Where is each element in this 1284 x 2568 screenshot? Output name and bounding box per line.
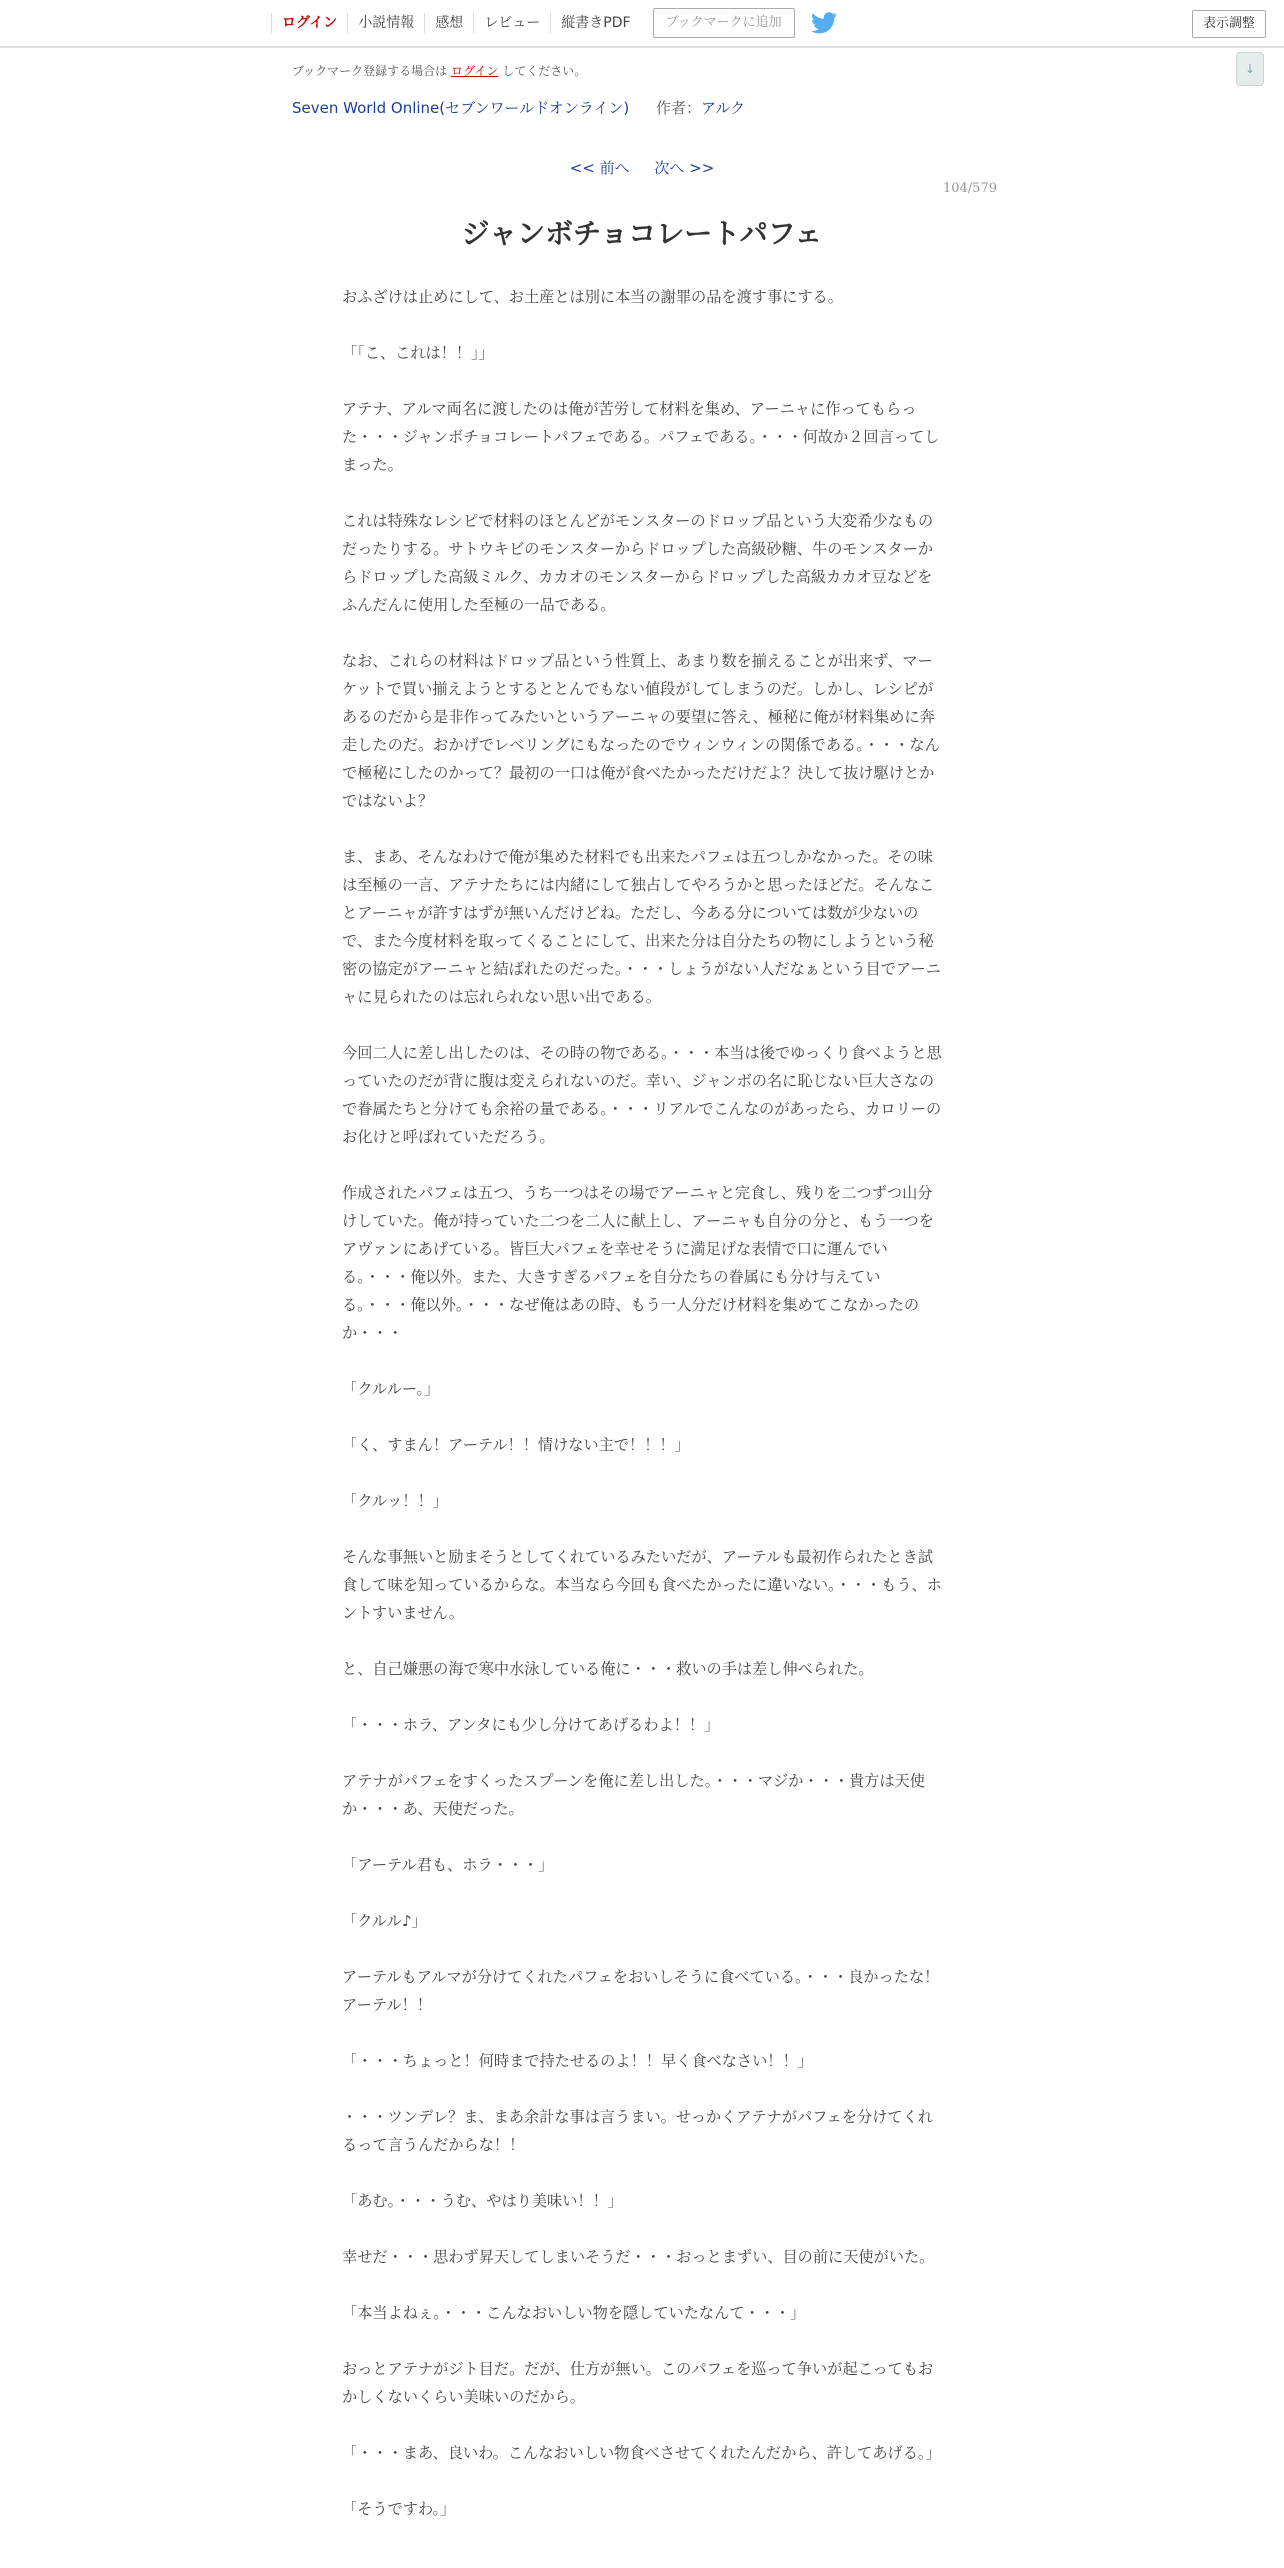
body-paragraph: 「く、すまん！アーテル！！情けない主で！！！」 — [342, 1436, 690, 1454]
body-paragraph: ・・・ツンデレ？ま、まあ余計な事は言うまい。せっかくアテナがパフェを分けてくれるって言うんだからな！！ — [342, 2108, 933, 2154]
chapter-pager — [0, 157, 1284, 178]
body-paragraph: 「「こ、これは！！」」 — [342, 344, 494, 362]
nav-vertical-pdf[interactable]: 縦書きPDF — [550, 13, 640, 33]
notice-suffix: してください。 — [502, 64, 587, 78]
next-chapter-link[interactable]: 次へ >> — [654, 159, 715, 177]
body-paragraph: そんな事無いと励まそうとしてくれているみたいだが、アーテルも最初作られたとき試食して味を知っているからな。本当なら今回も食べたかったに違いない。・・・もう、ホントすいません。 — [342, 1548, 942, 1622]
bookmark-notice — [292, 62, 586, 79]
body-paragraph: アーテルもアルマが分けてくれたパフェをおいしそうに食べている。・・・良かったな！アーテル！！ — [342, 1968, 940, 2014]
body-paragraph: 「・・・ホラ、アンタにも少し分けてあげるわよ！！」 — [342, 1716, 720, 1734]
twitter-icon[interactable] — [811, 12, 837, 34]
body-paragraph: 「・・・まあ、良いわ。こんなおいしい物食べさせてくれたんだから、許してあげる。」 — [342, 2444, 941, 2462]
nav-novel-info[interactable]: 小説情報 — [347, 13, 424, 33]
author-link[interactable]: アルク — [700, 99, 746, 117]
body-paragraph: 「そうですわ。」 — [342, 2500, 456, 2518]
body-paragraph: これは特殊なレシピで材料のほとんどがモンスターのドロップ品という大変希少なものだったりする。サトウキビのモンスターからドロップした高級砂糖、牛のモンスターからドロップした高級ミルク、カカオのモンスターからドロップした高級カカオ豆などをふんだんに使用した至極の一品である。 — [342, 512, 934, 614]
chapter-body — [342, 283, 942, 2551]
body-paragraph: 「クルッ！！」 — [342, 1492, 448, 1510]
body-paragraph: おっとアテナがジト目だ。だが、仕方が無い。このパフェを巡って争いが起こってもおかしくないくらい美味いのだから。 — [342, 2360, 934, 2406]
add-bookmark-button[interactable]: ブックマークに追加 — [653, 8, 795, 38]
body-paragraph: なお、これらの材料はドロップ品という性質上、あまり数を揃えることが出来ず、マーケットで買い揃えようとするととんでもない値段がしてしまうのだ。しかし、レシピがあるのだから是非作ってみたいというアーニャの要望に答え、極秘に俺が材料集めに奔走したのだ。おかげでレベリングにもなったのでウィンウィンの関係である。・・・なんで極秘にしたのかって？最初の一口は俺が食べたかっただけだよ？決して抜け駆けとかではないよ？ — [342, 652, 940, 810]
series-title-link[interactable]: Seven World Online(セブンワールドオンライン) — [292, 99, 630, 117]
body-paragraph: と、自己嫌悪の海で寒中水泳している俺に・・・救いの手は差し伸べられた。 — [342, 1660, 874, 1678]
scroll-down-button[interactable]: ↓ — [1236, 52, 1264, 86]
body-paragraph: 今回二人に差し出したのは、その時の物である。・・・本当は後でゆっくり食べようと思っていたのだが背に腹は変えられないのだ。幸い、ジャンボの名に恥じない巨大さなので眷属たちと分けても余裕の量である。・・・リアルでこんなのがあったら、カロリーのお化けと呼ばれていただろう。 — [342, 1044, 942, 1146]
notice-prefix: ブックマーク登録する場合は — [292, 64, 448, 78]
body-paragraph: ま、まあ、そんなわけで俺が集めた材料でも出来たパフェは五つしかなかった。その味は至極の一言、アテナたちには内緒にして独占してやろうかと思ったほどだ。そんなことアーニャが許すはずが無いんだけどね。ただし、今ある分については数が少ないので、また今度材料を取ってくることにして、出来た分は自分たちの物にしようという秘密の協定がアーニャと結ばれたのだった。・・・しょうがない人だなぁという目でアーニャに見られたのは忘れられない思い出である。 — [342, 848, 941, 1006]
chapter-title: ジャンボチョコレートパフェ — [461, 217, 823, 250]
author-label: 作者： — [655, 99, 701, 117]
body-paragraph: 作成されたパフェは五つ、うち一つはその場でアーニャと完食し、残りを二つずつ山分けしていた。俺が持っていた二つを二人に献上し、アーニャも自分の分と、もう一つをアヴァンにあげている。皆巨大パフェを幸せそうに満足げな表情で口に運んでいる。・・・俺以外。また、大きすぎるパフェを自分たちの眷属にも分け与えている。・・・俺以外。・・・なぜ俺はあの時、もう一人分だけ材料を集めてこなかったのか・・・ — [342, 1184, 934, 1342]
nav-login[interactable]: ログイン — [271, 13, 347, 33]
display-settings-button[interactable]: 表示調整 — [1192, 10, 1266, 38]
notice-login-link[interactable]: ログイン — [451, 64, 499, 78]
nav-menu — [271, 0, 837, 46]
chapter-counter: 104/579 — [942, 181, 997, 196]
prev-chapter-link[interactable]: << 前へ — [569, 159, 630, 177]
body-paragraph: 「クルル♪」 — [342, 1912, 427, 1930]
body-paragraph: 「・・・ちょっと！何時まで持たせるのよ！！早く食べなさい！！」 — [342, 2052, 813, 2070]
nav-review[interactable]: レビュー — [473, 13, 550, 33]
top-navbar — [0, 0, 1284, 48]
body-paragraph: 「本当よねぇ。・・・こんなおいしい物を隠していたなんて・・・」 — [342, 2304, 806, 2322]
body-paragraph: おふざけは止めにして、お土産とは別に本当の謝罪の品を渡す事にする。 — [342, 288, 843, 306]
body-paragraph: アテナがパフェをすくったスプーンを俺に差し出した。・・・マジか・・・貴方は天使か・・・あ、天使だった。 — [342, 1772, 925, 1818]
nav-impressions[interactable]: 感想 — [424, 13, 473, 33]
body-paragraph: 「アーテル君も、ホラ・・・」 — [342, 1856, 554, 1874]
body-paragraph: アテナ、アルマ両名に渡したのは俺が苦労して材料を集め、アーニャに作ってもらった・・・ジャンボチョコレートパフェである。パフェである。・・・何故か２回言ってしまった。 — [342, 400, 940, 474]
body-paragraph: 「クルルー。」 — [342, 1380, 440, 1398]
body-paragraph: 幸せだ・・・思わず昇天してしまいそうだ・・・おっとまずい、目の前に天使がいた。 — [342, 2248, 935, 2266]
body-paragraph: 「あむ。・・・うむ、やはり美味い！！」 — [342, 2192, 623, 2210]
series-info — [292, 97, 745, 118]
